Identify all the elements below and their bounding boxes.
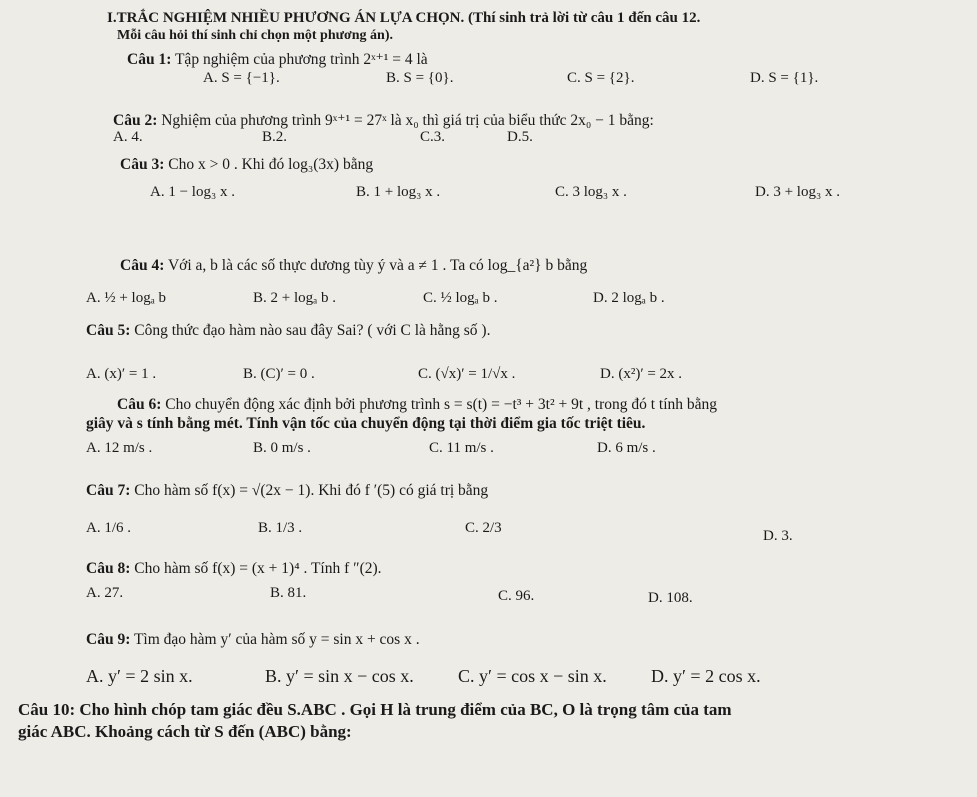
option-a[interactable]: A. 4. [113, 129, 143, 145]
question-label: Câu 3: [120, 156, 165, 173]
question-text: Cho hàm số f(x) = (x + 1)⁴ . Tính f ″(2). [134, 560, 382, 577]
option-d[interactable]: D. (x²)′ = 2x . [600, 366, 683, 382]
question-2 [113, 111, 654, 130]
question-5 [86, 322, 490, 340]
option-b[interactable]: B. y′ = sin x − cos x. [265, 666, 414, 686]
option-a[interactable]: A. S = {−1}. [203, 70, 280, 86]
question-9 [86, 631, 420, 649]
question-label: Câu 8: [86, 560, 131, 577]
option-d[interactable]: D.5. [507, 129, 533, 145]
question-7 [86, 482, 488, 500]
question-label: Câu 1: [127, 51, 172, 68]
question-text: Cho hình chóp tam giác đều S.ABC . Gọi H là trung điểm của BC, O là trọng tâm của tam [79, 700, 732, 719]
question-text: Với a, b là các số thực dương tùy ý và a ≠ 1 . Ta có log_{a²} b bằng [167, 257, 588, 274]
question-label: Câu 6: [117, 396, 162, 413]
option-a[interactable]: A. 12 m/s . [86, 440, 153, 456]
question-label: Câu 10: [18, 700, 76, 719]
option-b[interactable]: B. 1/3 . [258, 520, 303, 536]
option-d[interactable]: D. y′ = 2 cos x. [651, 666, 761, 686]
option-c[interactable]: C.3. [420, 129, 446, 145]
question-6-continued: giây và s tính bằng mét. Tính vận tốc của chuyển động tại thời điểm gia tốc triệt tiêu. [86, 415, 646, 432]
question-label: Câu 5: [86, 322, 131, 339]
question-text: Tìm đạo hàm y′ của hàm số y = sin x + cos x . [133, 631, 420, 648]
question-label: Câu 9: [86, 631, 131, 648]
question-8 [86, 560, 382, 578]
option-a[interactable]: A. 27. [86, 585, 124, 601]
section-subtitle: Mỗi câu hỏi thí sinh chỉ chọn một phương án). [117, 28, 393, 43]
option-c[interactable]: C. 96. [498, 588, 535, 604]
question-text: Công thức đạo hàm nào sau đây Sai? ( với C là hằng số ). [134, 322, 491, 339]
option-c[interactable]: C. 11 m/s . [429, 440, 494, 456]
option-c[interactable]: C. 3 log₃ x . [555, 184, 627, 200]
option-d[interactable]: D. 108. [648, 590, 693, 606]
option-d[interactable]: D. 3 + log₃ x . [755, 184, 840, 200]
option-b[interactable]: B. S = {0}. [386, 70, 454, 86]
option-b[interactable]: B. 1 + log₃ x . [356, 184, 441, 200]
option-c[interactable]: C. y′ = cos x − sin x. [458, 666, 607, 686]
option-b[interactable]: B. 0 m/s . [253, 440, 311, 456]
section-title: I.TRẮC NGHIỆM NHIỀU PHƯƠNG ÁN LỰA CHỌN. (Thí sinh trả lời từ câu 1 đến câu 12. [107, 10, 701, 26]
option-b[interactable]: B.2. [262, 129, 288, 145]
option-b[interactable]: B. 2 + logₐ b . [253, 290, 336, 306]
option-a[interactable]: A. 1 − log₃ x . [150, 184, 235, 200]
question-text: Tập nghiệm của phương trình 2ˣ⁺¹ = 4 là [174, 51, 428, 68]
option-c[interactable]: C. 2/3 [465, 520, 502, 536]
question-label: Câu 7: [86, 482, 131, 499]
question-label: Câu 4: [120, 257, 165, 274]
option-c[interactable]: C. ½ logₐ b . [423, 290, 498, 306]
option-d[interactable]: D. 3. [763, 528, 793, 544]
option-a[interactable]: A. ½ + logₐ b [86, 290, 167, 306]
question-text: Nghiệm của phương trình 9ˣ⁺¹ = 27ˣ là x₀ thì giá trị của biểu thức 2x₀ − 1 bằng: [161, 112, 654, 129]
question-1 [127, 50, 428, 69]
question-label: Câu 2: [113, 112, 158, 129]
option-b[interactable]: B. (C)′ = 0 . [243, 366, 315, 382]
question-4 [120, 257, 587, 275]
option-a[interactable]: A. 1/6 . [86, 520, 131, 536]
question-text: Cho x > 0 . Khi đó log₃(3x) bằng [168, 156, 374, 173]
question-10 [18, 700, 732, 720]
option-d[interactable]: D. S = {1}. [750, 70, 819, 86]
option-c[interactable]: C. S = {2}. [567, 70, 635, 86]
question-6 [117, 396, 717, 414]
question-text: Cho chuyển động xác định bởi phương trình s = s(t) = −t³ + 3t² + 9t , trong đó t tính bằng [165, 396, 718, 413]
option-a[interactable]: A. (x)′ = 1 . [86, 366, 157, 382]
option-d[interactable]: D. 2 logₐ b . [593, 290, 665, 306]
option-c[interactable]: C. (√x)′ = 1/√x . [418, 366, 516, 382]
question-3 [120, 156, 373, 174]
option-d[interactable]: D. 6 m/s . [597, 440, 656, 456]
option-a[interactable]: A. y′ = 2 sin x. [86, 666, 193, 686]
option-b[interactable]: B. 81. [270, 585, 307, 601]
question-10-continued: giác ABC. Khoảng cách từ S đến (ABC) bằng: [18, 722, 352, 741]
question-text: Cho hàm số f(x) = √(2x − 1). Khi đó f ′(5) có giá trị bằng [134, 482, 489, 499]
